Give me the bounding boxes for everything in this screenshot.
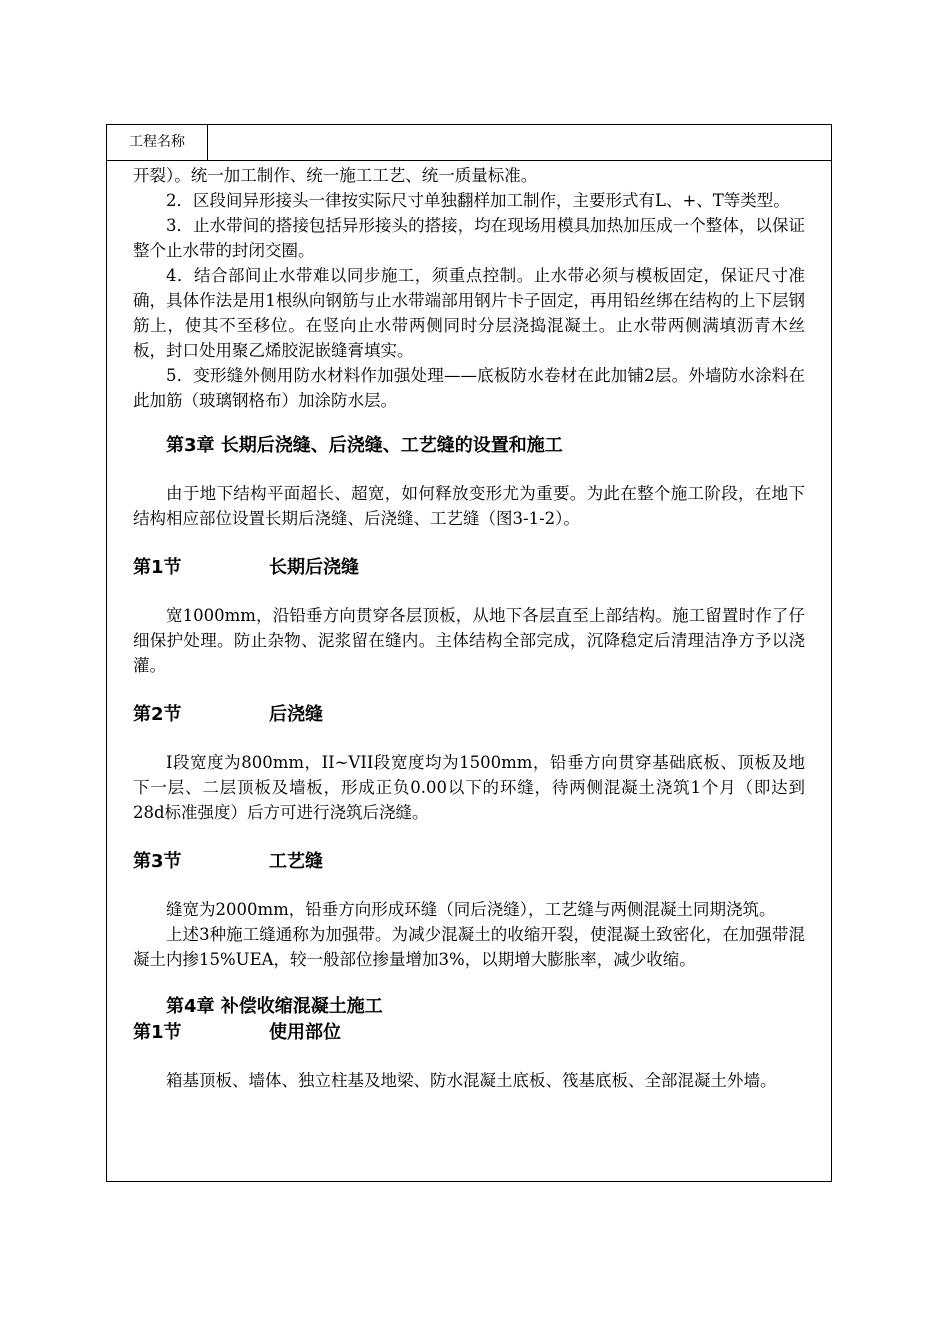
project-name-value bbox=[208, 125, 831, 160]
section-2-text: I段宽度为800mm，II~VII段宽度均为1500mm，铅垂方向贯穿基础底板、顶板及地下一层、二层顶板及墙板，形成正负0.00以下的环缝，待两侧混凝土浇筑1个月（即达到28d标准强度）后方可进行浇筑后浇缝。 bbox=[133, 753, 805, 822]
paragraph-item-2: 2．区段间异形接头一律按实际尺寸单独翻样加工制作，主要形式有L、+、T等类型。 bbox=[166, 191, 790, 210]
section-1-text: 宽1000mm，沿铅垂方向贯穿各层顶板，从地下各层直至上部结构。施工留置时作了仔细保护处理。防止杂物、泥浆留在缝内。主体结构全部完成，沉降稳定后清理洁净方予以浇灌。 bbox=[133, 606, 805, 675]
header-row bbox=[107, 125, 831, 161]
section-number: 第1节 bbox=[133, 557, 182, 578]
project-name-label: 工程名称 bbox=[107, 125, 208, 160]
chapter-4-title: 第4章 补偿收缩混凝土施工 bbox=[166, 996, 383, 1017]
section-2-heading bbox=[133, 702, 805, 728]
section-title: 长期后浇缝 bbox=[269, 557, 359, 578]
section-number: 第3节 bbox=[133, 851, 182, 872]
paragraph-item-3: 3．止水带间的搭接包括异形接头的搭接，均在现场用模具加热加压成一个整体，以保证整个止水带的封闭交圈。 bbox=[133, 216, 805, 260]
paragraph-continuation: 开裂）。统一加工制作、统一施工工艺、统一质量标准。 bbox=[133, 166, 538, 185]
chapter-3-title: 第3章 长期后浇缝、后浇缝、工艺缝的设置和施工 bbox=[166, 435, 563, 456]
paragraph-item-5: 5．变形缝外侧用防水材料作加强处理——底板防水卷材在此加铺2层。外墙防水涂料在此加筋（玻璃钢格布）加涂防水层。 bbox=[133, 366, 805, 410]
section-number: 第2节 bbox=[133, 704, 182, 725]
paragraph-item-4: 4．结合部间止水带难以同步施工，须重点控制。止水带必须与模板固定，保证尺寸准确，具体作法是用1根纵向钢筋与止水带端部用钢片卡子固定，再用铅丝绑在结构的上下层钢筋上，使其不至移位。在竖向止水带两侧同时分层浇捣混凝土。止水带两侧满填沥青木丝板，封口处用聚乙烯胶泥嵌缝膏填实。 bbox=[133, 266, 805, 360]
section-3-text-2: 上述3种施工缝通称为加强带。为减少混凝土的收缩开裂，使混凝土致密化，在加强带混凝土内掺15%UEA，较一般部位掺量增加3%，以期增大膨胀率，减少收缩。 bbox=[133, 925, 805, 969]
section-1-heading bbox=[133, 555, 805, 581]
section-title: 使用部位 bbox=[269, 1022, 341, 1043]
chapter-4-section-1-heading bbox=[133, 1020, 805, 1046]
document-body bbox=[133, 163, 805, 1093]
document-table bbox=[106, 124, 832, 1182]
section-title: 工艺缝 bbox=[269, 851, 323, 872]
section-3-text-1: 缝宽为2000mm，铅垂方向形成环缝（同后浇缝），工艺缝与两侧混凝土同期浇筑。 bbox=[166, 900, 776, 919]
section-title: 后浇缝 bbox=[269, 704, 323, 725]
chapter-4-section-1-text: 箱基顶板、墙体、独立柱基及地梁、防水混凝土底板、筏基底板、全部混凝土外墙。 bbox=[166, 1071, 777, 1090]
chapter-3-intro: 由于地下结构平面超长、超宽，如何释放变形尤为重要。为此在整个施工阶段，在地下结构相应部位设置长期后浇缝、后浇缝、工艺缝（图3-1-2）。 bbox=[133, 484, 805, 528]
section-number: 第1节 bbox=[133, 1022, 182, 1043]
section-3-heading bbox=[133, 849, 805, 875]
